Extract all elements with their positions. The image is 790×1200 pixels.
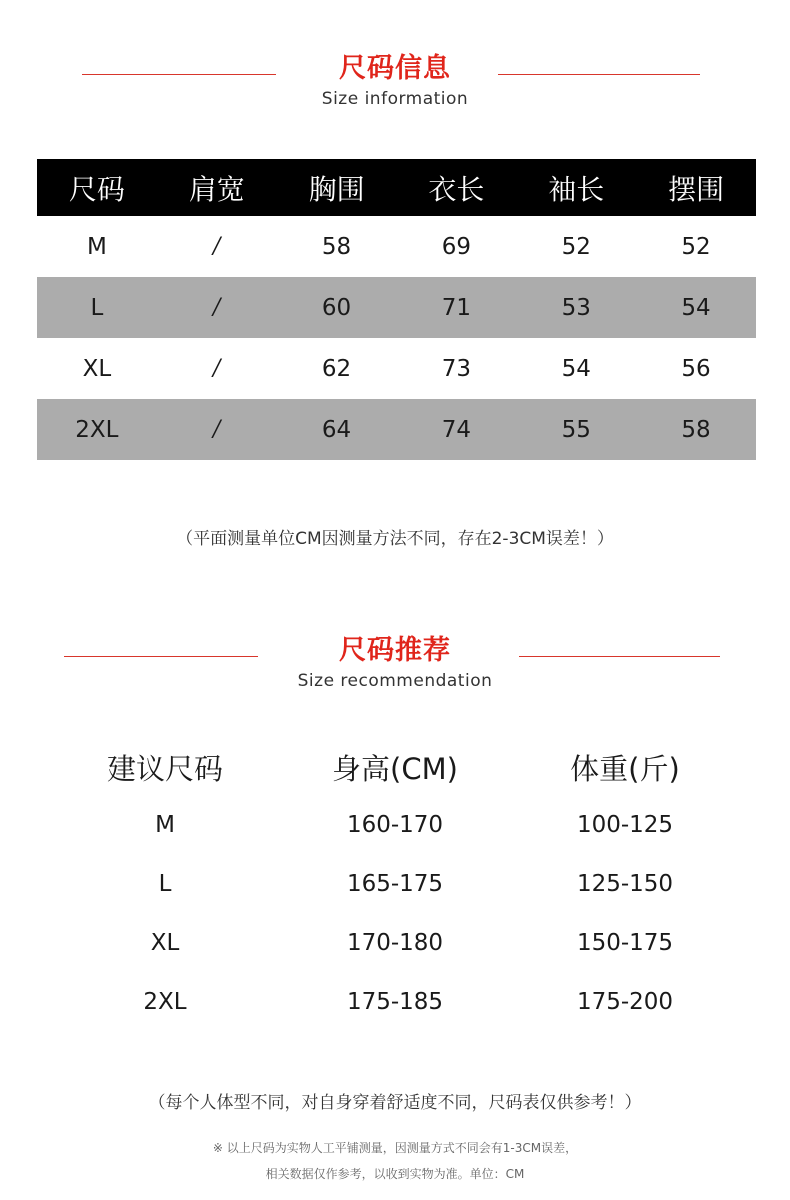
cell-length: 74: [396, 399, 516, 460]
header-chest: 胸围: [277, 159, 397, 216]
cell-chest: 58: [321, 233, 352, 260]
footnote-line-1: ※ 以上尺码为实物人工平铺测量，因测量方式不同会有1-3CM误差，: [212, 1141, 578, 1155]
footnote-line-2: 相关数据仅作参考，以收到实物为准。单位：CM: [265, 1167, 525, 1181]
cell-length: 69: [441, 233, 472, 260]
cell-height: 165-175: [346, 870, 444, 897]
cell-sleeve: 54: [561, 355, 591, 382]
header-weight: 体重(斤): [570, 752, 680, 786]
cell-size: M: [86, 233, 107, 260]
cell-height: 170-180: [346, 929, 444, 956]
cell-sleeve: 55: [516, 399, 636, 460]
table-row: [50, 795, 740, 854]
cell-size: XL: [82, 355, 112, 382]
table-row: [37, 277, 756, 338]
header-size: 尺码: [37, 159, 157, 216]
cell-sleeve: 53: [516, 277, 636, 338]
cell-size: XL: [150, 929, 180, 956]
cell-size: L: [158, 870, 172, 897]
cell-shoulder: /: [157, 277, 277, 338]
cell-size: M: [155, 811, 175, 838]
size-rec-subtitle: Size recommendation: [297, 671, 493, 691]
cell-hem: 56: [681, 355, 711, 382]
cell-weight: 150-175: [576, 929, 674, 956]
cell-hem: 52: [681, 233, 711, 260]
cell-size: 2XL: [143, 988, 187, 1015]
measurement-note: （平面测量单位CM因测量方法不同，存在2-3CM误差！）: [176, 529, 614, 549]
header-sleeve: 袖长: [516, 159, 636, 216]
cell-hem: 58: [636, 399, 756, 460]
table-row: [50, 972, 740, 1031]
header-height: 身高(CM): [332, 752, 458, 786]
size-rec-title: 尺码推荐: [339, 635, 451, 666]
header-hem: 摆围: [636, 159, 756, 216]
cell-size: 2XL: [37, 399, 157, 460]
rec-table-header: [50, 740, 740, 795]
table-row: [50, 913, 740, 972]
table-row: [37, 338, 756, 399]
cell-height: 175-185: [346, 988, 444, 1015]
cell-hem: 54: [636, 277, 756, 338]
cell-chest: 62: [321, 355, 352, 382]
recommendation-table: [50, 740, 740, 1031]
table-row: [37, 216, 756, 277]
cell-chest: 60: [277, 277, 397, 338]
header-suggested-size: 建议尺码: [106, 752, 223, 786]
cell-chest: 64: [277, 399, 397, 460]
cell-sleeve: 52: [561, 233, 591, 260]
header-length: 衣长: [396, 159, 516, 216]
cell-length: 73: [441, 355, 472, 382]
recommendation-note: （每个人体型不同，对自身穿着舒适度不同，尺码表仅供参考！）: [148, 1093, 642, 1113]
footnote: [0, 1135, 790, 1187]
cell-height: 160-170: [346, 811, 444, 838]
header-shoulder: 肩宽: [157, 159, 277, 216]
size-info-title: 尺码信息: [339, 53, 451, 84]
size-rec-heading: [0, 634, 790, 692]
cell-shoulder: /: [157, 399, 277, 460]
size-table-header: [37, 159, 756, 216]
cell-length: 71: [396, 277, 516, 338]
cell-weight: 100-125: [576, 811, 674, 838]
cell-size: L: [37, 277, 157, 338]
cell-shoulder: /: [213, 356, 221, 381]
size-table: [37, 159, 756, 460]
cell-shoulder: /: [213, 234, 221, 259]
size-info-heading: [0, 52, 790, 110]
table-row: [50, 854, 740, 913]
table-row: [37, 399, 756, 460]
cell-weight: 175-200: [576, 988, 674, 1015]
cell-weight: 125-150: [576, 870, 674, 897]
size-info-subtitle: Size information: [321, 89, 469, 109]
